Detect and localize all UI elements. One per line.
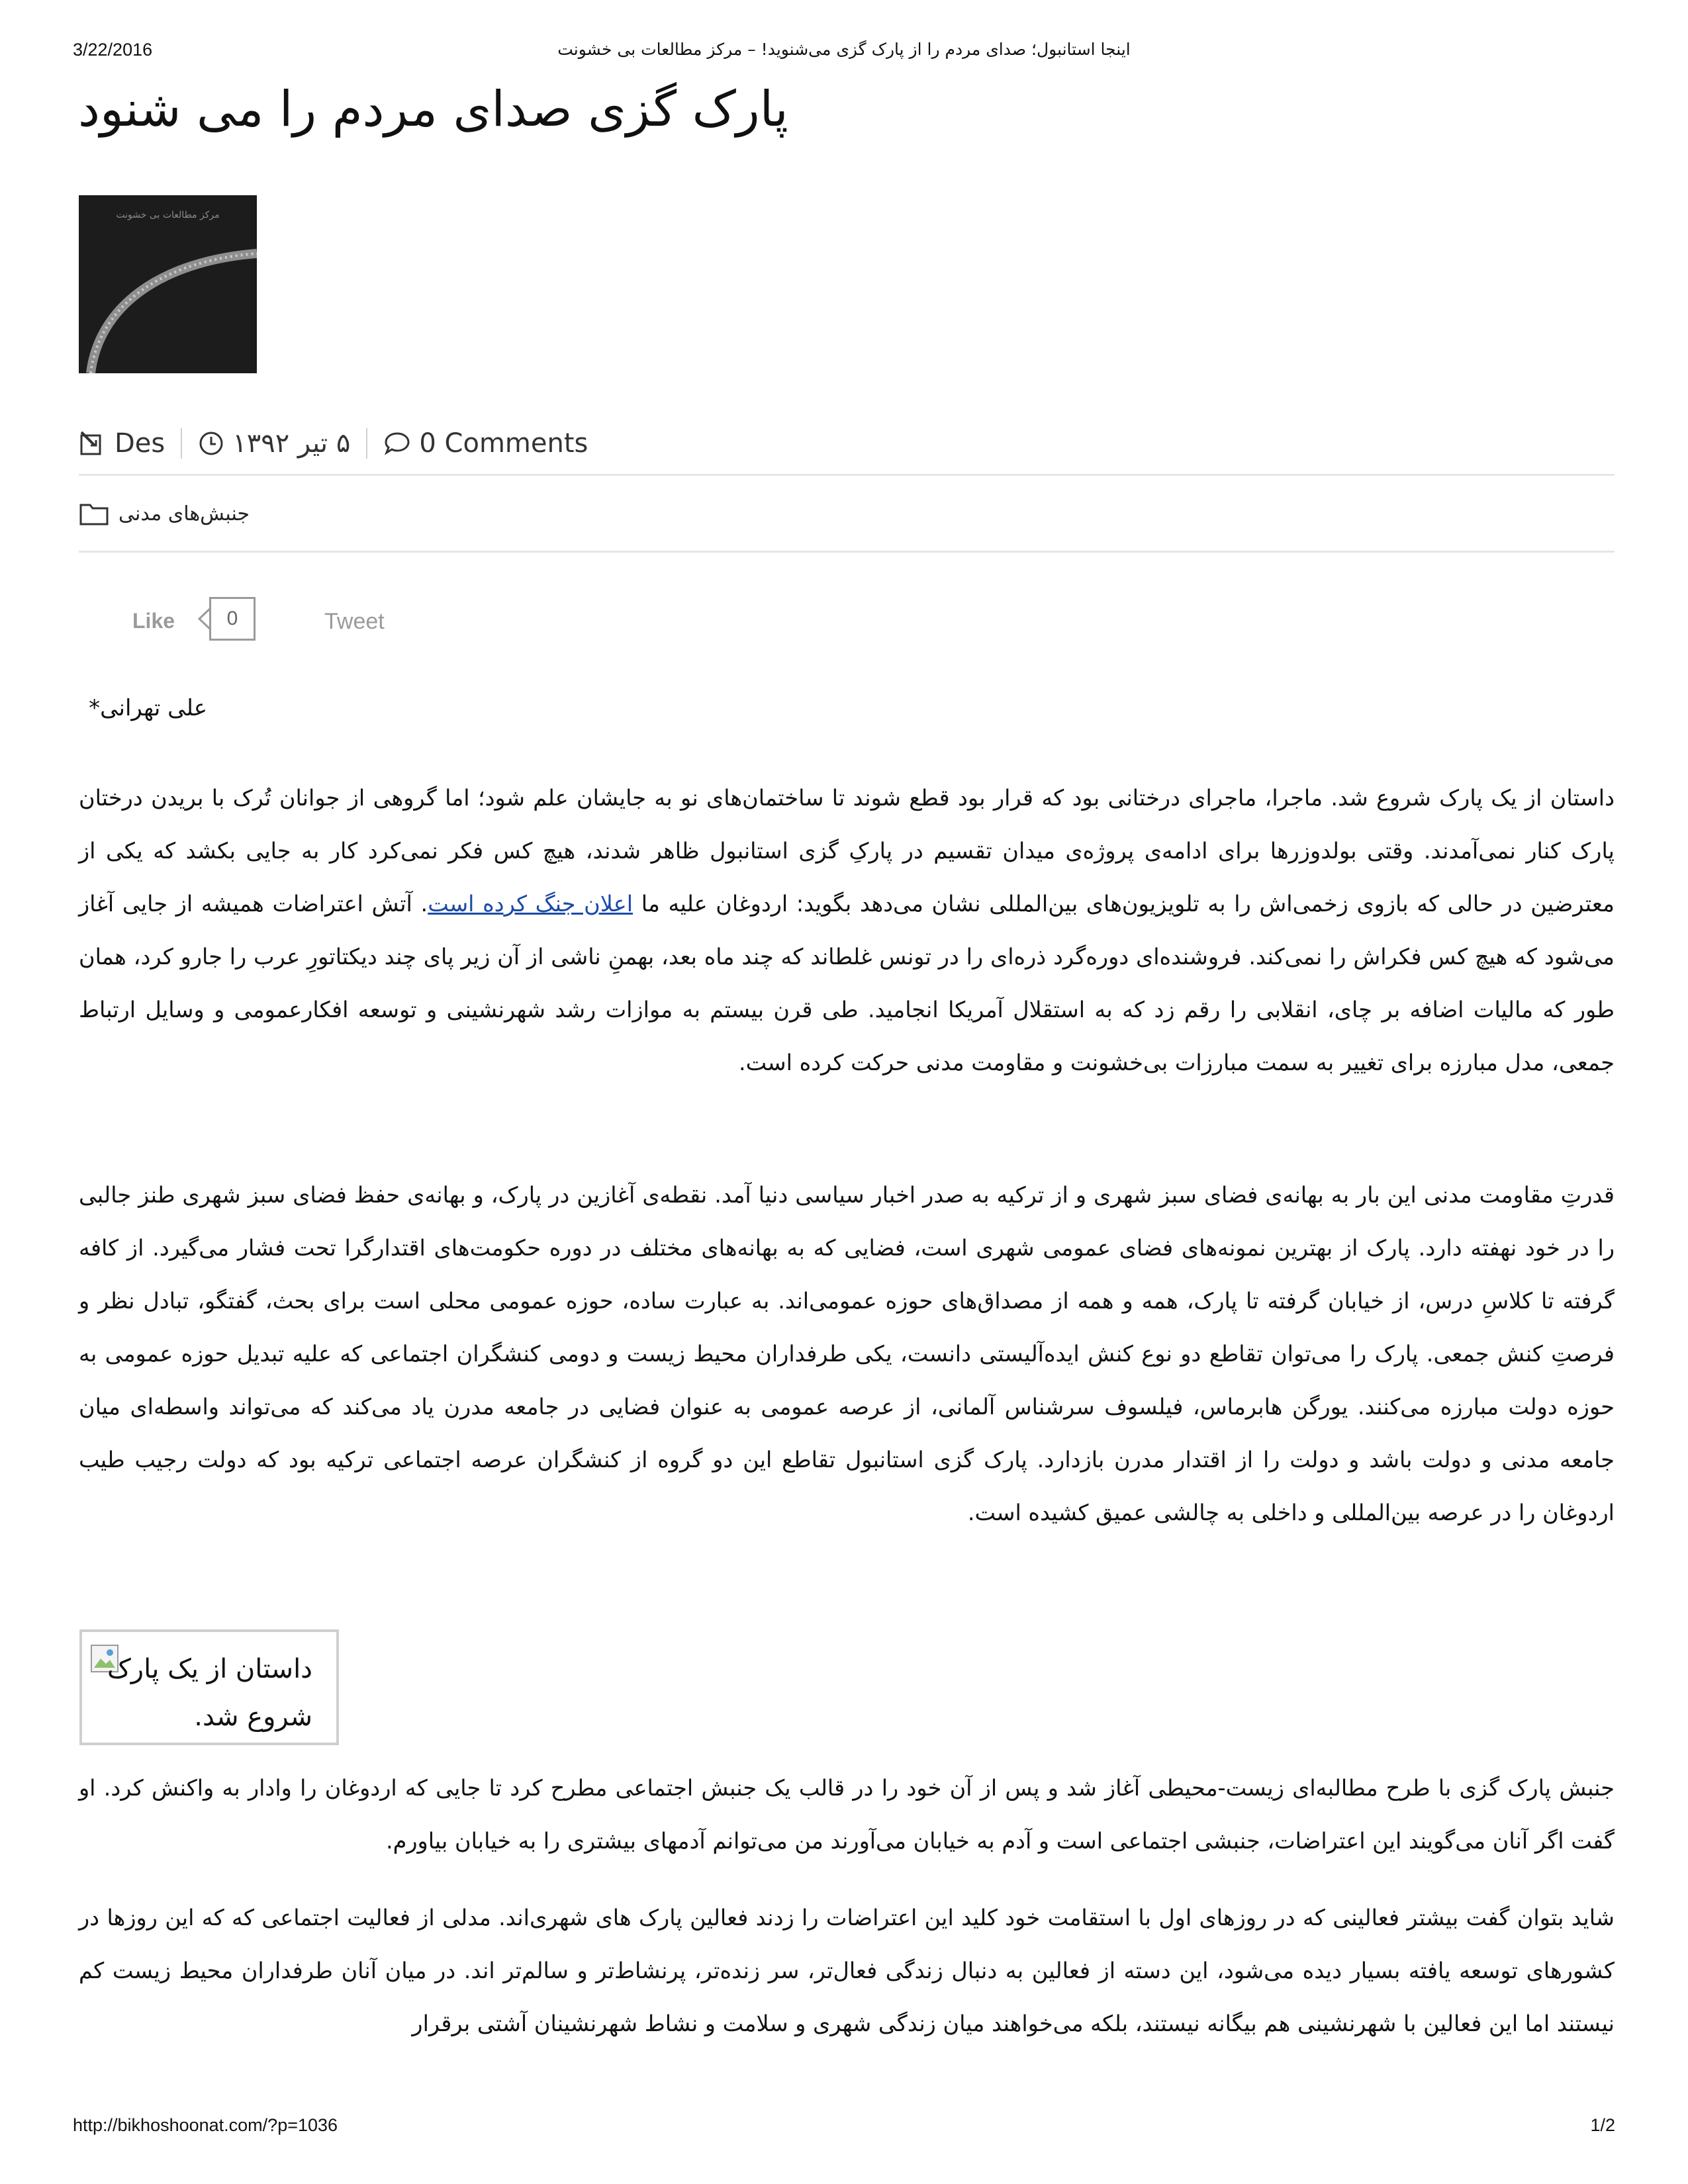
meta-divider-line — [79, 474, 1615, 476]
print-page-number: 1/2 — [1590, 2115, 1615, 2135]
war-declaration-link[interactable]: اعلان جنگ کرده است — [428, 891, 633, 917]
comments-count[interactable]: 0 Comments — [419, 428, 588, 459]
print-page-title: اینجا استانبول؛ صدای مردم را از پارک گزی می‌شنوید! – مرکز مطالعات بی خشونت — [557, 40, 1131, 59]
clock-icon — [198, 430, 224, 457]
article-author: علی تهرانی* — [89, 695, 207, 721]
post-date: ۵ تیر ۱۳۹۲ — [232, 428, 351, 459]
paragraph-text: داستان از یک پارک شروع شد. ماجرا، ماجرای درختانی بود که قرار بود قطع شوند تا ساختمان‌های نو به جایشان علم شود؛ اما گروهی از جوانان تُرک با بریدن درختان پارک کنار نمی‌آمدند. وقتی بولدوزرها برای ادامه‌ی پروژه‌ی میدان تقسیم در پارکِ گزی استانبول ظاهر شدند، هیچ کس فکر نمی‌کرد کار به جایی بکشد که یکی از معترضین در حالی که بازوی زخمی‌اش را به تلویزیون‌های بین‌المللی نشان می‌دهد بگوید: اردوغان علیه ما — [79, 785, 1615, 917]
folder-icon — [79, 501, 109, 526]
article-paragraph-2: قدرتِ مقاومت مدنی این بار به بهانه‌ی فضای سبز شهری و از ترکیه به صدر اخبار سیاسی دنیا آمد. نقطه‌ی آغازین در پارک، و بهانه‌ی حفظ فضای سبز شهری طنز جالبی را در خود نهفته دارد. پارک از بهترین نمونه‌های فضای عمومی شهری است، فضایی که به بهانه‌های مختلف در دوره حکومت‌های اقتدارگرا تحت فشار می‌گیرد. از کافه گرفته تا کلاسِ درس، از خیابان گرفته تا پارک، همه و همه از مصداق‌های حوزه عمومی‌اند. به عبارت ساده، حوزه عمومی محلی است برای بحث، گفتگو، تبادل نظر و فرصتِ کنش جمعی. پارک را می‌توان تقاطع دو نوع کنش ایده‌آلیستی دانست، یکی طرفداران محیط زیست و دومی کنشگران اجتماعی که علیه تبدیل حوزه عمومی به حوزه دولت مبارزه می‌کنند. یورگن هابرماس، فیلسوف سرشناس آلمانی، از عرصه عمومی به عنوان فضایی در جامعه مدرن یاد می‌کند که می‌تواند واسطه‌ای میان جامعه مدنی و دولت باشد و دولت را از اقتدار مدرن بازدارد. پارک گزی استانبول تقاطع این دو گروه از کنشگران عرصه اجتماعی ترکیه بود که دولت رجیب طیب اردوغان را در عرصه بین‌المللی و داخلی به چالشی عمیق کشیده است. — [79, 1182, 1615, 1525]
meta-author[interactable] — [79, 428, 165, 459]
logo-arc-icon — [79, 195, 257, 373]
tweet-button[interactable]: Tweet — [324, 609, 385, 634]
meta-divider — [366, 428, 367, 459]
site-logo — [79, 195, 257, 373]
post-category[interactable] — [79, 501, 250, 526]
article-heading: پارک گزی صدای مردم را می شنود — [78, 81, 788, 138]
article-paragraph-4: شاید بتوان گفت بیشتر فعالینی که در روزهای اول با استقامت خود کلید این اعتراضات را زدند فعالین پارک های شهری‌اند. مدلی از فعالیت اجتماعی که که این روزها در کشورهای توسعه یافته بسیار دیده می‌شود، این دسته از فعالین به دنبال زندگی فعال‌تر، سر زنده‌تر، پرنشاط‌تر و سالم‌تر اند. در میان آنان طرفداران محیط زیست کم نیستند اما این فعالین با شهرنشینی هم بیگانه نیستند، بلکه می‌خواهند میان زندگی شهری و سلامت و نشاط شهرنشینان آشتی برقرار — [79, 1905, 1615, 2036]
image-alt-text: داستان از یک پارک شروع شد. — [107, 1654, 312, 1732]
article-paragraph-1 — [79, 772, 1615, 1089]
like-count: 0 — [209, 597, 256, 641]
comment-bubble-icon — [383, 430, 411, 457]
post-meta — [79, 424, 588, 463]
meta-divider — [181, 428, 182, 459]
meta-date — [198, 428, 350, 459]
author-name[interactable]: Des — [115, 428, 165, 459]
logo-text: مرکز مطالعات بی خشونت — [116, 210, 220, 220]
article-image-placeholder — [79, 1629, 339, 1745]
article-paragraph-3: جنبش پارک گزی با طرح مطالبه‌ای زیست-محیطی آغاز شد و پس از آن خود را در قالب یک جنبش اجتماعی مطرح کرد تا جایی که اردوغان را وادار به واکنش کرد. او گفت اگر آنان می‌گویند این اعتراضات، جنبشی اجتماعی است و آدم به خیابان می‌آورند من می‌توانم آدمهای بیشتری را به خیابان بیاورم. — [79, 1775, 1615, 1854]
category-label[interactable]: جنبش‌های مدنی — [118, 502, 250, 525]
print-date: 3/22/2016 — [73, 40, 153, 60]
like-button[interactable]: Like — [132, 609, 175, 633]
author-edit-icon — [79, 430, 107, 457]
category-divider-line — [79, 551, 1615, 553]
paragraph-text: . آتش اعتراضات همیشه از جایی آغاز می‌شود که هیچ کس فکراش را نمی‌کند. فروشنده‌ای دوره‌گرد ذره‌ای را در تونس غلطاند که چند ماه بعد، بهمنِ ناشی از آن زیر پای چند دیکتاتورِ عرب را جارو کرد، همان طور که مالیات اضافه بر چای، انقلابی را رقم زد که به استقلال آمریکا انجامید. طی قرن بیستم به موازات رشد شهرنشینی و توسعه افکارعمومی و وسایل ارتباط جمعی، مدل مبارزه برای تغییر به سمت مبارزات بی‌خشونت و مقاومت مدنی حرکت کرده است. — [79, 891, 1615, 1075]
meta-comments[interactable] — [383, 428, 588, 459]
print-url: http://bikhoshoonat.com/?p=1036 — [73, 2115, 338, 2135]
